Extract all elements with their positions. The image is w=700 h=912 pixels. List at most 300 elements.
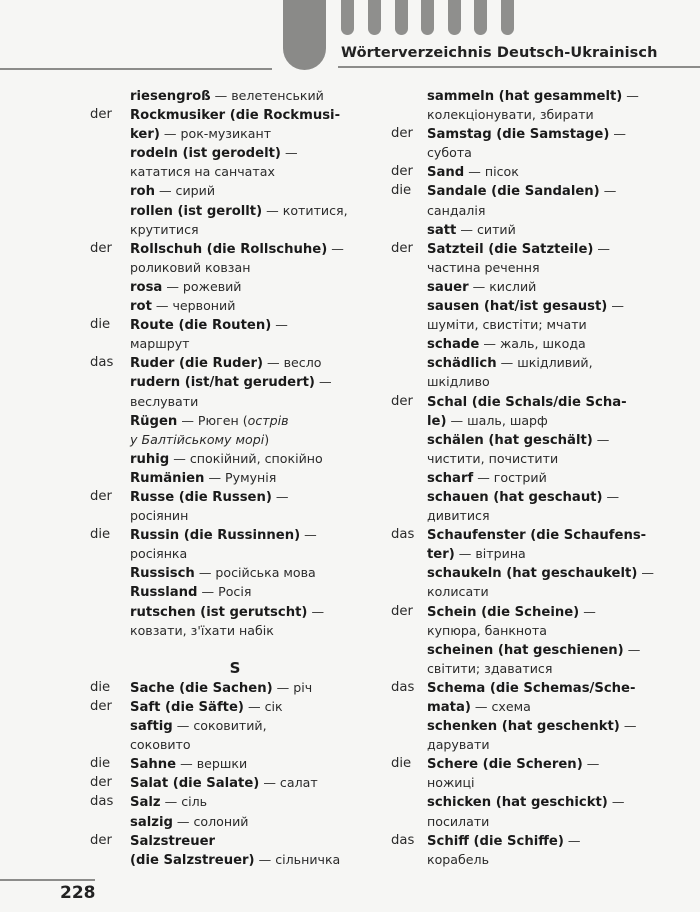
- entry-text: [130, 792, 207, 812]
- entry-text: [130, 353, 321, 373]
- headword: (die Salzstreuer): [130, 852, 255, 868]
- translation: —: [607, 298, 624, 314]
- headword: Route (die Routen): [130, 318, 272, 334]
- entry-text: [130, 544, 187, 564]
- dictionary-line: [391, 124, 691, 143]
- translation: — шаль, шарф: [446, 412, 548, 428]
- headword: Russin (die Russinnen): [130, 528, 301, 544]
- article: der: [391, 240, 413, 256]
- entry-text: [427, 124, 626, 144]
- dictionary-line: [391, 239, 691, 258]
- entry-text: [427, 697, 531, 717]
- headword: rollen (ist gerollt): [130, 203, 263, 219]
- translation: роликовий ковзан: [130, 259, 251, 275]
- article: die: [90, 317, 111, 333]
- translation: —: [593, 240, 611, 256]
- translation: росіянка: [130, 546, 188, 562]
- entry-text: [427, 372, 490, 392]
- translation: колекціонувати, збирати: [427, 107, 594, 123]
- headword: scheinen (hat geschienen): [427, 642, 624, 658]
- section-letter-heading: S: [229, 658, 241, 677]
- article: der: [391, 126, 413, 142]
- dictionary-line: [90, 506, 375, 525]
- entry-text: [130, 411, 289, 431]
- headword: Samstag (die Samstage): [427, 127, 610, 143]
- headword: Rumänien: [130, 470, 205, 486]
- article: die: [90, 679, 111, 695]
- dictionary-line: [90, 563, 375, 582]
- translation: — сільничка: [254, 851, 341, 867]
- entry-text: [427, 602, 596, 622]
- translation: —: [579, 603, 596, 619]
- dictionary-line: [90, 277, 375, 296]
- entry-text: [427, 315, 587, 335]
- translation: — спокійний, спокійно: [169, 450, 323, 466]
- translation-note: острів: [247, 412, 289, 428]
- dictionary-line: [391, 850, 691, 869]
- headword: rudern (ist/hat gerudert): [130, 375, 315, 391]
- header-stripe: [421, 0, 434, 35]
- headword: Schal (die Schals/die Scha-: [427, 394, 627, 410]
- entry-text: [427, 353, 593, 373]
- translation: —: [563, 832, 581, 848]
- dictionary-line: [90, 124, 375, 143]
- translation: — ситий: [456, 221, 516, 237]
- translation: дарувати: [427, 737, 490, 753]
- article: der: [391, 603, 413, 619]
- entry-text: [130, 773, 318, 793]
- translation: —: [582, 756, 600, 772]
- translation: соковито: [130, 737, 191, 753]
- dictionary-line: [391, 582, 691, 601]
- entry-text: [427, 468, 547, 488]
- entry-text: [130, 831, 215, 851]
- dictionary-line: [90, 735, 375, 754]
- article: der: [391, 393, 413, 409]
- header-stripe: [448, 0, 461, 35]
- headword: Rügen: [130, 413, 178, 429]
- dictionary-line: [391, 659, 691, 678]
- headword: Rockmusiker (die Rockmusi-: [130, 108, 341, 124]
- headword: schicken (hat geschickt): [427, 795, 608, 811]
- header-stripe: [395, 0, 408, 35]
- dictionary-line: [391, 506, 691, 525]
- entry-text: [427, 525, 646, 545]
- dictionary-line: [391, 86, 691, 105]
- translation: —: [271, 317, 288, 333]
- entry-text: [130, 315, 288, 335]
- dictionary-column-right: [391, 86, 691, 869]
- dictionary-line: [391, 296, 691, 315]
- dictionary-line: [391, 831, 691, 850]
- headword: Salzstreuer: [130, 833, 216, 849]
- dictionary-column-left: [90, 86, 375, 869]
- entry-text: [130, 124, 271, 144]
- article: die: [90, 527, 111, 543]
- dictionary-line: [391, 277, 691, 296]
- entry-text: [130, 296, 235, 316]
- entry-text: [427, 831, 581, 851]
- entry-text: [130, 239, 344, 259]
- dictionary-line: [90, 468, 375, 487]
- translation: —: [607, 794, 625, 810]
- headword: Schere (die Scheren): [427, 757, 583, 773]
- dictionary-line: [391, 258, 691, 277]
- header-rule-right: [338, 66, 700, 68]
- entry-text: [130, 582, 251, 602]
- dictionary-line: [90, 487, 375, 506]
- dictionary-line: [90, 449, 375, 468]
- dictionary-line: [391, 411, 691, 430]
- entry-text: [427, 773, 475, 793]
- translation: сандалія: [427, 202, 486, 218]
- headword: salzig: [130, 814, 173, 830]
- entry-text: [427, 105, 594, 125]
- entry-text: [130, 220, 199, 240]
- dictionary-line: [391, 678, 691, 697]
- dictionary-line: [391, 735, 691, 754]
- translation: частина речення: [427, 259, 540, 275]
- headword: Sand: [427, 165, 465, 181]
- entry-text: [130, 430, 269, 450]
- headword: Ruder (die Ruder): [130, 356, 264, 372]
- translation: купюра, банкнота: [427, 622, 547, 638]
- entry-text: [130, 334, 190, 354]
- entry-text: [427, 392, 627, 412]
- entry-text: [427, 487, 619, 507]
- translation: — жаль, шкода: [479, 336, 586, 352]
- headword: schade: [427, 337, 480, 353]
- translation: чистити, почистити: [427, 450, 559, 466]
- dictionary-line: [391, 468, 691, 487]
- entry-text: [427, 201, 485, 221]
- entry-text: [130, 468, 276, 488]
- headword: Rollschuh (die Rollschuhe): [130, 241, 328, 257]
- dictionary-line: [391, 792, 691, 811]
- headword: schaukeln (hat geschaukelt): [427, 566, 638, 582]
- headword: schauen (hat geschaut): [427, 489, 603, 505]
- entry-text: [130, 812, 249, 832]
- dictionary-line: [90, 315, 375, 334]
- dictionary-line: [90, 640, 375, 659]
- headword: sauer: [427, 279, 469, 295]
- dictionary-line: [90, 831, 375, 850]
- translation: корабель: [427, 851, 490, 867]
- dictionary-line: [391, 315, 691, 334]
- entry-text: [130, 525, 317, 545]
- dictionary-line: [90, 716, 375, 735]
- dictionary-line: [90, 86, 375, 105]
- translation: — кислий: [468, 278, 537, 294]
- entry-text: [427, 850, 489, 870]
- entry-text: [427, 716, 636, 736]
- headword: Russland: [130, 585, 198, 601]
- translation: — весло: [263, 355, 322, 371]
- dictionary-line: [391, 544, 691, 563]
- translation: — вершки: [176, 756, 248, 772]
- entry-text: [130, 392, 198, 412]
- dictionary-line: [391, 353, 691, 372]
- entry-text: [427, 812, 489, 832]
- translation: — сік: [243, 699, 283, 714]
- dictionary-line: [90, 162, 375, 181]
- dictionary-line: [90, 544, 375, 563]
- header-rule-left: [0, 68, 272, 70]
- article: das: [391, 527, 415, 543]
- entry-text: [130, 697, 283, 717]
- translation: — сіль: [160, 794, 208, 810]
- headword: schälen (hat geschält): [427, 432, 593, 448]
- dictionary-line: [391, 812, 691, 831]
- headword: Sache (die Sachen): [130, 680, 273, 696]
- header-stripe: [368, 0, 381, 35]
- entry-text: [130, 181, 215, 201]
- article: der: [90, 832, 112, 848]
- dictionary-line: [90, 582, 375, 601]
- headword: schädlich: [427, 356, 497, 372]
- headword: scharf: [427, 470, 474, 486]
- dictionary-line: [90, 812, 375, 831]
- headword: rutschen (ist gerutscht): [130, 604, 308, 620]
- entry-text: [130, 143, 298, 163]
- entry-text: [130, 621, 274, 641]
- headword: schenken (hat geschenkt): [427, 719, 620, 735]
- header-stripe: [501, 0, 514, 35]
- dictionary-line: [391, 201, 691, 220]
- entry-text: [130, 86, 324, 106]
- entry-text: [427, 277, 536, 297]
- headword: rot: [130, 299, 152, 315]
- page-header-title: Wörterverzeichnis Deutsch-Ukrainisch: [341, 45, 658, 61]
- headword: Satzteil (die Satzteile): [427, 241, 594, 257]
- translation-note: у Балтійському морі: [130, 431, 265, 447]
- dictionary-line: [391, 105, 691, 124]
- translation: ковзати, з'їхати набік: [130, 622, 274, 638]
- article: die: [90, 756, 111, 772]
- dictionary-line: [90, 353, 375, 372]
- translation: — річ: [272, 679, 313, 695]
- entry-text: [130, 850, 340, 870]
- headword: sausen (hat/ist gesaust): [427, 299, 608, 315]
- dictionary-line: [391, 640, 691, 659]
- translation: —: [609, 126, 626, 142]
- entry-text: [130, 754, 247, 774]
- headword: le): [427, 413, 447, 429]
- dictionary-line: [90, 850, 375, 869]
- headword: rodeln (ist gerodelt): [130, 146, 281, 162]
- translation: веслувати: [130, 393, 199, 409]
- article: das: [90, 355, 114, 371]
- entry-text: [130, 258, 250, 278]
- entry-text: [427, 582, 489, 602]
- dictionary-line: [90, 392, 375, 411]
- dictionary-line: [90, 754, 375, 773]
- translation: шкідливо: [427, 374, 490, 390]
- dictionary-line: [391, 716, 691, 735]
- translation: —: [599, 183, 617, 199]
- translation: — сирий: [154, 183, 216, 199]
- entry-text: [427, 754, 599, 774]
- translation: — велетенський: [210, 88, 324, 103]
- article: das: [90, 794, 114, 810]
- translation: — Росія: [197, 584, 252, 600]
- dictionary-line: [90, 181, 375, 200]
- translation: — солоний: [172, 813, 249, 829]
- headword: Sandale (die Sandalen): [427, 184, 600, 200]
- translation: кататися на санчатах: [130, 164, 275, 180]
- translation: — російська мова: [194, 565, 316, 581]
- headword: Schema (die Schemas/Sche-: [427, 680, 636, 696]
- translation: — рожевий: [162, 278, 242, 294]
- entry-text: [427, 181, 616, 201]
- entry-text: [130, 372, 332, 392]
- dictionary-line: [391, 181, 691, 200]
- entry-text: [427, 659, 552, 679]
- dictionary-line: [391, 143, 691, 162]
- entry-text: [130, 277, 242, 297]
- headword: Russisch: [130, 566, 195, 582]
- dictionary-line: [90, 792, 375, 811]
- entry-text: [427, 258, 540, 278]
- translation: колисати: [427, 584, 489, 600]
- dictionary-line: [90, 697, 375, 716]
- translation: — пісок: [464, 164, 519, 180]
- translation: —: [592, 431, 610, 447]
- translation: — Рюген (: [177, 412, 248, 428]
- dictionary-line: [90, 258, 375, 277]
- headword: Salat (die Salate): [130, 776, 260, 792]
- article: der: [90, 699, 112, 714]
- entry-text: [130, 602, 324, 622]
- entry-text: [130, 105, 340, 125]
- translation: субота: [427, 145, 472, 161]
- dictionary-line: [391, 334, 691, 353]
- translation: — рок-музикант: [159, 126, 272, 142]
- dictionary-line: [90, 334, 375, 353]
- dictionary-line: [90, 201, 375, 220]
- dictionary-line: [391, 220, 691, 239]
- article: die: [391, 756, 412, 772]
- dictionary-line: [90, 430, 375, 449]
- article: die: [391, 183, 412, 199]
- headword: riesengroß: [130, 89, 211, 104]
- headword: Schein (die Scheine): [427, 604, 580, 620]
- article: der: [90, 107, 112, 123]
- entry-text: [427, 162, 519, 182]
- entry-text: [427, 143, 472, 163]
- headword: ker): [130, 127, 160, 143]
- translation: росіянин: [130, 508, 189, 524]
- article: der: [90, 240, 112, 256]
- dictionary-line: [391, 372, 691, 391]
- dictionary-line: [90, 372, 375, 391]
- translation: посилати: [427, 813, 490, 829]
- headword: mata): [427, 700, 471, 715]
- dictionary-line: [391, 602, 691, 621]
- dictionary-line: [391, 449, 691, 468]
- translation: —: [637, 565, 654, 581]
- translation: — гострий: [473, 469, 547, 485]
- entry-text: [130, 678, 312, 698]
- dictionary-line: [90, 220, 375, 239]
- entry-text: [427, 411, 548, 431]
- entry-text: [130, 201, 348, 221]
- translation: крутитися: [130, 221, 199, 237]
- article: der: [90, 488, 112, 504]
- entry-text: [130, 735, 191, 755]
- header-stripe: [341, 0, 354, 35]
- entry-text: [427, 640, 640, 660]
- entry-text: [427, 239, 610, 259]
- translation: — Румунія: [204, 469, 277, 485]
- translation: — соковитий,: [172, 718, 267, 734]
- dictionary-line: [90, 105, 375, 124]
- dictionary-line: [90, 411, 375, 430]
- entry-text: [130, 563, 316, 583]
- headword: sammeln (hat gesammelt): [427, 89, 623, 104]
- article: das: [391, 832, 415, 848]
- dictionary-line: [391, 430, 691, 449]
- dictionary-line: [391, 754, 691, 773]
- translation: —: [314, 374, 332, 390]
- translation: дивитися: [427, 508, 490, 524]
- headword: Schaufenster (die Schaufens-: [427, 528, 647, 544]
- translation: —: [307, 603, 325, 619]
- translation: — котитися,: [262, 202, 348, 218]
- translation: —: [300, 527, 317, 543]
- dictionary-line: [90, 621, 375, 640]
- translation: ): [264, 431, 270, 447]
- entry-text: [427, 220, 516, 240]
- entry-text: [427, 430, 609, 450]
- entry-text: [130, 449, 323, 469]
- entry-text: [427, 735, 490, 755]
- header-stripe: [474, 0, 487, 35]
- translation: —: [623, 641, 641, 657]
- article: das: [391, 679, 415, 695]
- translation: —: [280, 145, 298, 161]
- headword: Saft (die Säfte): [130, 700, 244, 715]
- page-number: 228: [60, 883, 96, 903]
- entry-text: [427, 449, 558, 469]
- translation: —: [271, 488, 289, 504]
- headword: Salz: [130, 795, 161, 811]
- dictionary-line: [391, 392, 691, 411]
- dictionary-line: [391, 525, 691, 544]
- entry-text: [130, 506, 188, 526]
- footer-rule: [0, 879, 95, 881]
- translation: шуміти, свистіти; мчати: [427, 317, 587, 333]
- entry-text: [130, 716, 267, 736]
- article: der: [391, 164, 413, 180]
- headword: roh: [130, 184, 155, 200]
- headword: satt: [427, 222, 457, 238]
- dictionary-line: [90, 773, 375, 792]
- translation: — схема: [470, 699, 531, 714]
- dictionary-line: [391, 487, 691, 506]
- dictionary-line: [391, 697, 691, 716]
- dictionary-line: [391, 162, 691, 181]
- dictionary-line: [90, 239, 375, 258]
- translation: ножиці: [427, 775, 475, 791]
- headword: Sahne: [130, 757, 177, 773]
- dictionary-line: [90, 143, 375, 162]
- entry-text: [427, 544, 526, 564]
- translation: маршрут: [130, 336, 190, 352]
- translation: світити; здаватися: [427, 660, 553, 676]
- entry-text: [427, 506, 490, 526]
- entry-text: [427, 334, 586, 354]
